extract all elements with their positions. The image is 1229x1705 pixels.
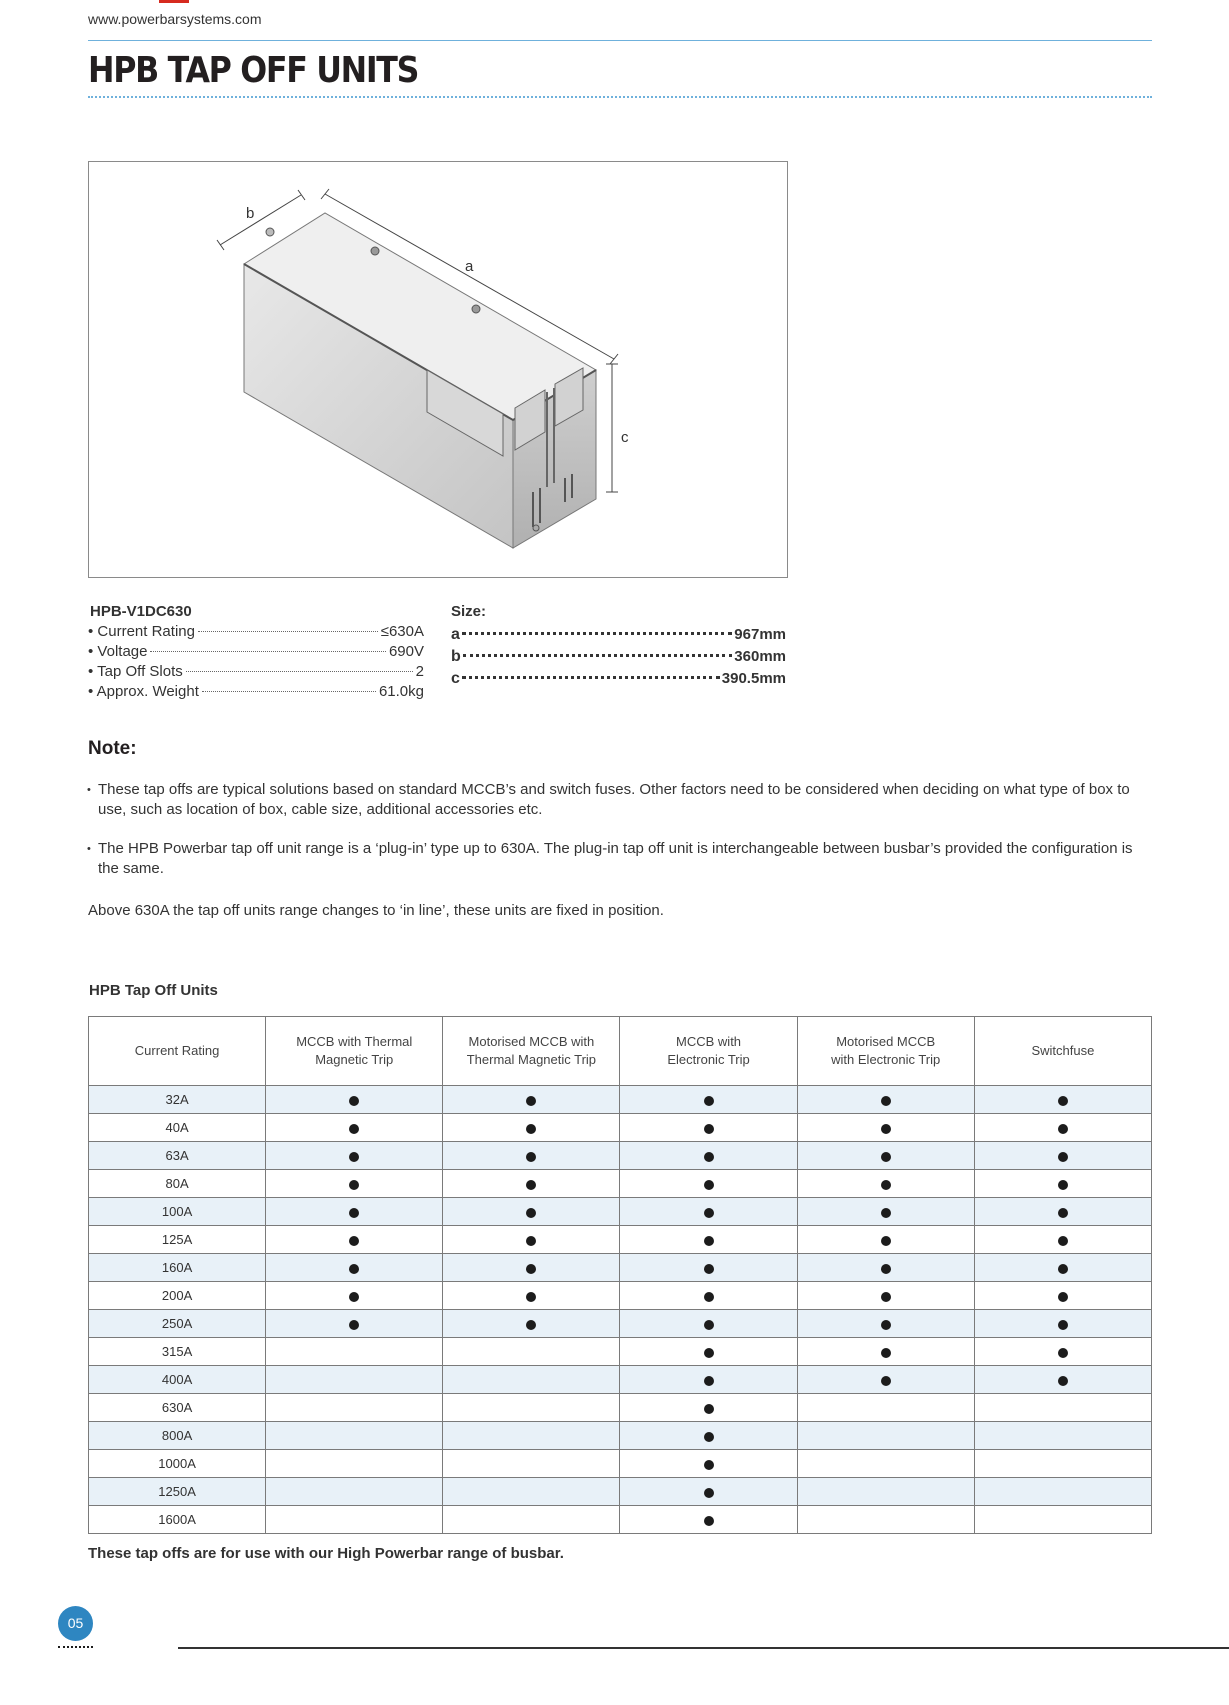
available-dot-icon (1058, 1320, 1068, 1330)
available-dot-icon (704, 1432, 714, 1442)
available-dot-icon (526, 1208, 536, 1218)
availability-cell (797, 1506, 974, 1534)
availability-cell (797, 1478, 974, 1506)
size-key: a (451, 626, 460, 643)
available-dot-icon (881, 1376, 891, 1386)
available-dot-icon (881, 1124, 891, 1134)
table-row (89, 1254, 1152, 1282)
availability-cell (620, 1338, 797, 1366)
availability-cell (443, 1282, 620, 1310)
availability-cell (797, 1254, 974, 1282)
table-caption: HPB Tap Off Units (89, 982, 218, 999)
column-header: MCCB with Thermal Magnetic Trip (266, 1017, 443, 1086)
availability-cell (443, 1478, 620, 1506)
available-dot-icon (881, 1096, 891, 1106)
current-rating-cell: 800A (89, 1422, 266, 1450)
available-dot-icon (349, 1152, 359, 1162)
column-header: MCCB with Electronic Trip (620, 1017, 797, 1086)
availability-cell (266, 1450, 443, 1478)
size-row (451, 624, 786, 646)
available-dot-icon (881, 1152, 891, 1162)
page-title: HPB TAP OFF UNITS (88, 50, 419, 91)
table-header-row (89, 1017, 1152, 1086)
available-dot-icon (1058, 1348, 1068, 1358)
note-heading: Note: (88, 738, 137, 759)
availability-cell (266, 1226, 443, 1254)
availability-cell (974, 1282, 1151, 1310)
spec-label: • Tap Off Slots (88, 663, 183, 680)
spec-row (88, 622, 424, 642)
table-row (89, 1422, 1152, 1450)
availability-cell (266, 1254, 443, 1282)
availability-cell (266, 1198, 443, 1226)
current-rating-cell: 32A (89, 1086, 266, 1114)
available-dot-icon (704, 1264, 714, 1274)
availability-cell (797, 1226, 974, 1254)
availability-cell (620, 1254, 797, 1282)
page-number-dots (58, 1646, 93, 1648)
availability-cell (620, 1394, 797, 1422)
available-dot-icon (349, 1292, 359, 1302)
table-footnote: These tap offs are for use with our High Powerbar range of busbar. (88, 1545, 564, 1562)
available-dot-icon (349, 1264, 359, 1274)
available-dot-icon (1058, 1152, 1068, 1162)
availability-cell (620, 1198, 797, 1226)
available-dot-icon (881, 1180, 891, 1190)
available-dot-icon (526, 1096, 536, 1106)
availability-cell (443, 1366, 620, 1394)
available-dot-icon (1058, 1264, 1068, 1274)
available-dot-icon (1058, 1124, 1068, 1134)
available-dot-icon (704, 1208, 714, 1218)
availability-cell (266, 1170, 443, 1198)
spec-row (88, 662, 424, 682)
table-row (89, 1142, 1152, 1170)
availability-cell (443, 1310, 620, 1338)
availability-cell (266, 1394, 443, 1422)
spec-label: • Approx. Weight (88, 683, 199, 700)
availability-cell (443, 1086, 620, 1114)
availability-cell (974, 1198, 1151, 1226)
table-row (89, 1086, 1152, 1114)
current-rating-cell: 400A (89, 1366, 266, 1394)
table-row (89, 1338, 1152, 1366)
availability-cell (266, 1338, 443, 1366)
current-rating-cell: 160A (89, 1254, 266, 1282)
availability-cell (797, 1282, 974, 1310)
model-code: HPB-V1DC630 (90, 603, 192, 620)
size-list (451, 603, 786, 690)
spec-list (88, 603, 424, 702)
column-header: Motorised MCCB with Thermal Magnetic Trip (443, 1017, 620, 1086)
availability-cell (443, 1142, 620, 1170)
available-dot-icon (704, 1348, 714, 1358)
available-dot-icon (1058, 1096, 1068, 1106)
availability-cell (620, 1142, 797, 1170)
available-dot-icon (704, 1320, 714, 1330)
current-rating-cell: 315A (89, 1338, 266, 1366)
available-dot-icon (349, 1096, 359, 1106)
available-dot-icon (526, 1292, 536, 1302)
availability-cell (974, 1226, 1151, 1254)
availability-cell (266, 1478, 443, 1506)
available-dot-icon (704, 1096, 714, 1106)
available-dot-icon (526, 1152, 536, 1162)
note-paragraph: Above 630A the tap off units range changes to ‘in line’, these units are fixed in position. (88, 902, 664, 919)
availability-cell (797, 1086, 974, 1114)
availability-cell (620, 1310, 797, 1338)
table-row (89, 1198, 1152, 1226)
availability-cell (974, 1450, 1151, 1478)
table-row (89, 1366, 1152, 1394)
availability-cell (797, 1142, 974, 1170)
availability-cell (620, 1366, 797, 1394)
current-rating-cell: 100A (89, 1198, 266, 1226)
available-dot-icon (526, 1320, 536, 1330)
available-dot-icon (349, 1208, 359, 1218)
availability-cell (620, 1086, 797, 1114)
availability-cell (443, 1422, 620, 1450)
dimension-a-label: a (465, 258, 474, 275)
dimension-b-label: b (246, 205, 255, 222)
available-dot-icon (704, 1292, 714, 1302)
spec-label: • Voltage (88, 643, 148, 660)
availability-cell (797, 1310, 974, 1338)
size-value: 967mm (734, 626, 786, 643)
table-row (89, 1170, 1152, 1198)
available-dot-icon (1058, 1208, 1068, 1218)
availability-cell (974, 1114, 1151, 1142)
current-rating-cell: 250A (89, 1310, 266, 1338)
availability-cell (266, 1422, 443, 1450)
availability-cell (266, 1114, 443, 1142)
spec-value: 690V (388, 643, 424, 660)
spec-label: • Current Rating (88, 623, 195, 640)
note-bullets (88, 780, 1154, 898)
available-dot-icon (881, 1320, 891, 1330)
table-row (89, 1114, 1152, 1142)
availability-cell (797, 1170, 974, 1198)
table-row (89, 1450, 1152, 1478)
availability-cell (443, 1198, 620, 1226)
tap-off-units-table (88, 1016, 1152, 1534)
available-dot-icon (1058, 1236, 1068, 1246)
current-rating-cell: 1250A (89, 1478, 266, 1506)
availability-cell (974, 1506, 1151, 1534)
dimension-c-label: c (621, 429, 629, 446)
available-dot-icon (349, 1320, 359, 1330)
availability-cell (797, 1114, 974, 1142)
available-dot-icon (881, 1292, 891, 1302)
available-dot-icon (704, 1236, 714, 1246)
availability-cell (443, 1338, 620, 1366)
availability-cell (974, 1338, 1151, 1366)
size-key: c (451, 670, 460, 687)
availability-cell (974, 1142, 1151, 1170)
availability-cell (266, 1366, 443, 1394)
current-rating-cell: 80A (89, 1170, 266, 1198)
size-title: Size: (451, 603, 487, 620)
size-value: 360mm (734, 648, 786, 665)
availability-cell (797, 1198, 974, 1226)
availability-cell (443, 1254, 620, 1282)
availability-cell (974, 1394, 1151, 1422)
size-row (451, 668, 786, 690)
current-rating-cell: 630A (89, 1394, 266, 1422)
column-header: Current Rating (89, 1017, 266, 1086)
size-key: b (451, 648, 461, 665)
available-dot-icon (881, 1208, 891, 1218)
available-dot-icon (526, 1124, 536, 1134)
availability-cell (443, 1394, 620, 1422)
availability-cell (974, 1366, 1151, 1394)
column-header: Switchfuse (974, 1017, 1151, 1086)
spec-value: 2 (415, 663, 424, 680)
spec-row (88, 682, 424, 702)
available-dot-icon (349, 1180, 359, 1190)
note-bullet: • The HPB Powerbar tap off unit range is a ‘plug-in’ type up to 630A. The plug-in tap off unit is interchangeable between busbar’s provided the configuration is the same. (88, 839, 1154, 879)
availability-cell (443, 1170, 620, 1198)
current-rating-cell: 1600A (89, 1506, 266, 1534)
footer-rule (178, 1647, 1229, 1649)
spec-row (88, 642, 424, 662)
availability-cell (443, 1114, 620, 1142)
availability-cell (797, 1338, 974, 1366)
availability-cell (266, 1282, 443, 1310)
available-dot-icon (881, 1348, 891, 1358)
product-drawing-frame (88, 161, 788, 578)
column-header: Motorised MCCB with Electronic Trip (797, 1017, 974, 1086)
availability-cell (620, 1450, 797, 1478)
title-dotted-rule (88, 96, 1152, 98)
available-dot-icon (704, 1180, 714, 1190)
available-dot-icon (349, 1236, 359, 1246)
current-rating-cell: 125A (89, 1226, 266, 1254)
availability-cell (797, 1450, 974, 1478)
current-rating-cell: 63A (89, 1142, 266, 1170)
note-bullet: • These tap offs are typical solutions based on standard MCCB’s and switch fuses. Other factors need to be considered when deciding on what type of box to use, such as location of box, cable size, additional accessories etc. (88, 780, 1154, 820)
availability-cell (620, 1226, 797, 1254)
page-number-badge: 05 (58, 1606, 93, 1641)
availability-cell (266, 1310, 443, 1338)
current-rating-cell: 40A (89, 1114, 266, 1142)
available-dot-icon (704, 1516, 714, 1526)
availability-cell (974, 1086, 1151, 1114)
availability-cell (974, 1478, 1151, 1506)
availability-cell (443, 1506, 620, 1534)
availability-cell (443, 1226, 620, 1254)
availability-cell (797, 1422, 974, 1450)
table-row (89, 1282, 1152, 1310)
available-dot-icon (1058, 1376, 1068, 1386)
size-value: 390.5mm (721, 670, 786, 687)
table-row (89, 1478, 1152, 1506)
availability-cell (974, 1310, 1151, 1338)
availability-cell (974, 1422, 1151, 1450)
brand-accent-mark (159, 0, 189, 3)
tap-off-unit-drawing (89, 162, 789, 579)
spec-value: 61.0kg (378, 683, 424, 700)
available-dot-icon (1058, 1180, 1068, 1190)
header-rule (88, 40, 1152, 41)
table-row (89, 1226, 1152, 1254)
availability-cell (797, 1394, 974, 1422)
availability-cell (620, 1506, 797, 1534)
available-dot-icon (704, 1152, 714, 1162)
availability-cell (974, 1170, 1151, 1198)
available-dot-icon (881, 1264, 891, 1274)
available-dot-icon (1058, 1292, 1068, 1302)
availability-cell (620, 1170, 797, 1198)
available-dot-icon (881, 1236, 891, 1246)
table-row (89, 1394, 1152, 1422)
current-rating-cell: 1000A (89, 1450, 266, 1478)
available-dot-icon (526, 1264, 536, 1274)
current-rating-cell: 200A (89, 1282, 266, 1310)
available-dot-icon (349, 1124, 359, 1134)
availability-cell (620, 1478, 797, 1506)
available-dot-icon (526, 1180, 536, 1190)
available-dot-icon (526, 1236, 536, 1246)
available-dot-icon (704, 1376, 714, 1386)
site-url: www.powerbarsystems.com (88, 11, 262, 27)
available-dot-icon (704, 1124, 714, 1134)
availability-cell (266, 1506, 443, 1534)
availability-cell (266, 1086, 443, 1114)
size-row (451, 646, 786, 668)
table-body (89, 1086, 1152, 1534)
availability-cell (620, 1282, 797, 1310)
table-row (89, 1310, 1152, 1338)
available-dot-icon (704, 1488, 714, 1498)
availability-cell (974, 1254, 1151, 1282)
available-dot-icon (704, 1460, 714, 1470)
availability-cell (266, 1142, 443, 1170)
available-dot-icon (704, 1404, 714, 1414)
availability-cell (620, 1114, 797, 1142)
table-row (89, 1506, 1152, 1534)
availability-cell (620, 1422, 797, 1450)
availability-cell (797, 1366, 974, 1394)
spec-value: ≤630A (380, 623, 424, 640)
availability-cell (443, 1450, 620, 1478)
